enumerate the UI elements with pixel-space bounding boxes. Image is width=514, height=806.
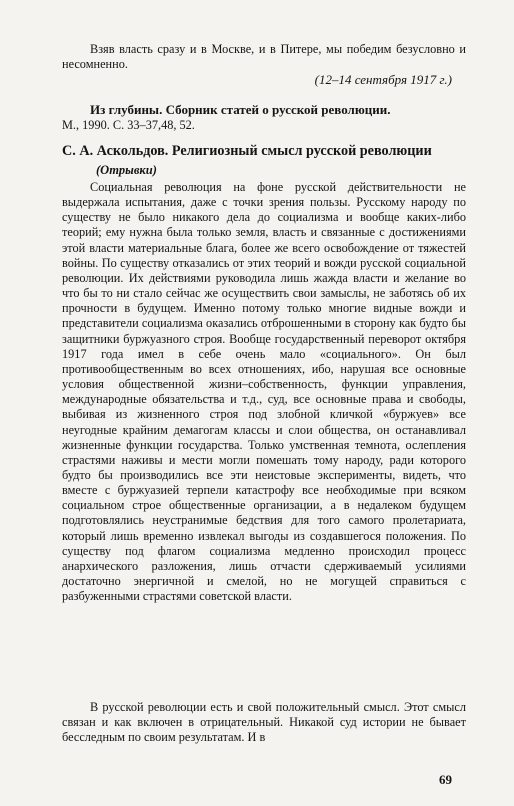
date-line: (12–14 сентября 1917 г.)	[314, 72, 452, 87]
source-imprint: М., 1990. С. 33–37,48, 52.	[62, 118, 195, 132]
section-heading: С. А. Аскольдов. Религиозный смысл русской революции	[62, 143, 432, 159]
top-paragraph: Взяв власть сразу и в Москве, и в Питере, мы победим безусловно и несомненно.	[62, 42, 466, 72]
body-paragraph-2: В русской революции есть и свой положительный смысл. Этот смысл связан и как включен в отрицательный. Никакой суд истории не бывает бесследным по своим результатам. И в	[62, 700, 466, 745]
source-citation	[62, 102, 466, 133]
page-number: 69	[439, 772, 452, 787]
body-paragraph-1: Социальная революция на фоне русской действительности не выдержала испытания, даже с точки зрения пользы. Русскому народу по существу не было никакого дела до социализма и вообще каких-либо теорий; ему нужна была только земля, власть и связанные с достижениями этой власти материальные блага, более же всего освобождение от тяжестей войны. По существу отказались от этих теорий и вожди русской социальной революции. Их действиями руководила лишь жажда власти и желание во что бы то ни стало сейчас же осуществить свои замыслы, не заботясь об их прочности в будущем. Именно потому только многие видные вожди и представители социализма оказались отброшенными в сторону как будто бы защитники буржуазного строя. Вообще государственный переворот октября 1917 года имел в себе очень мало «социального». Он был противообщественным во всех отношениях, ибо, нарушая все основные условия общественной жизни–собственность, функции управления, международные обязательства и т.д., суд, все основные права и свободы, выбивая из жизненного строя под злобной кличкой «буржуев» все неугодные крайним демагогам классы и слои общества, он останавливал жизненные функции государства. Только умственная темнота, ослепления страстями наживы и мести могли помешать тому народу, ради которого будто бы производились все эти неистовые эксперименты, видеть, что вместе с буржуазией терпели катастрофу все необходимые при всяком социальном строе общественные организации, а в недалеком будущем подготовлялись неустранимые бедствия для того самого пролетариата, который лишь временно извлекал выгоды из создавшегося положения. По существу под флагом социализма медленно происходил процесс анархического разложения, лишь отчасти сдерживаемый усилиями достаточно энергичной и смелой, но не могущей справиться с разбуженными страстями советской власти.	[62, 180, 466, 604]
section-subheading: (Отрывки)	[96, 163, 157, 177]
source-title: Из глубины. Сборник статей о русской революции.	[90, 102, 391, 117]
